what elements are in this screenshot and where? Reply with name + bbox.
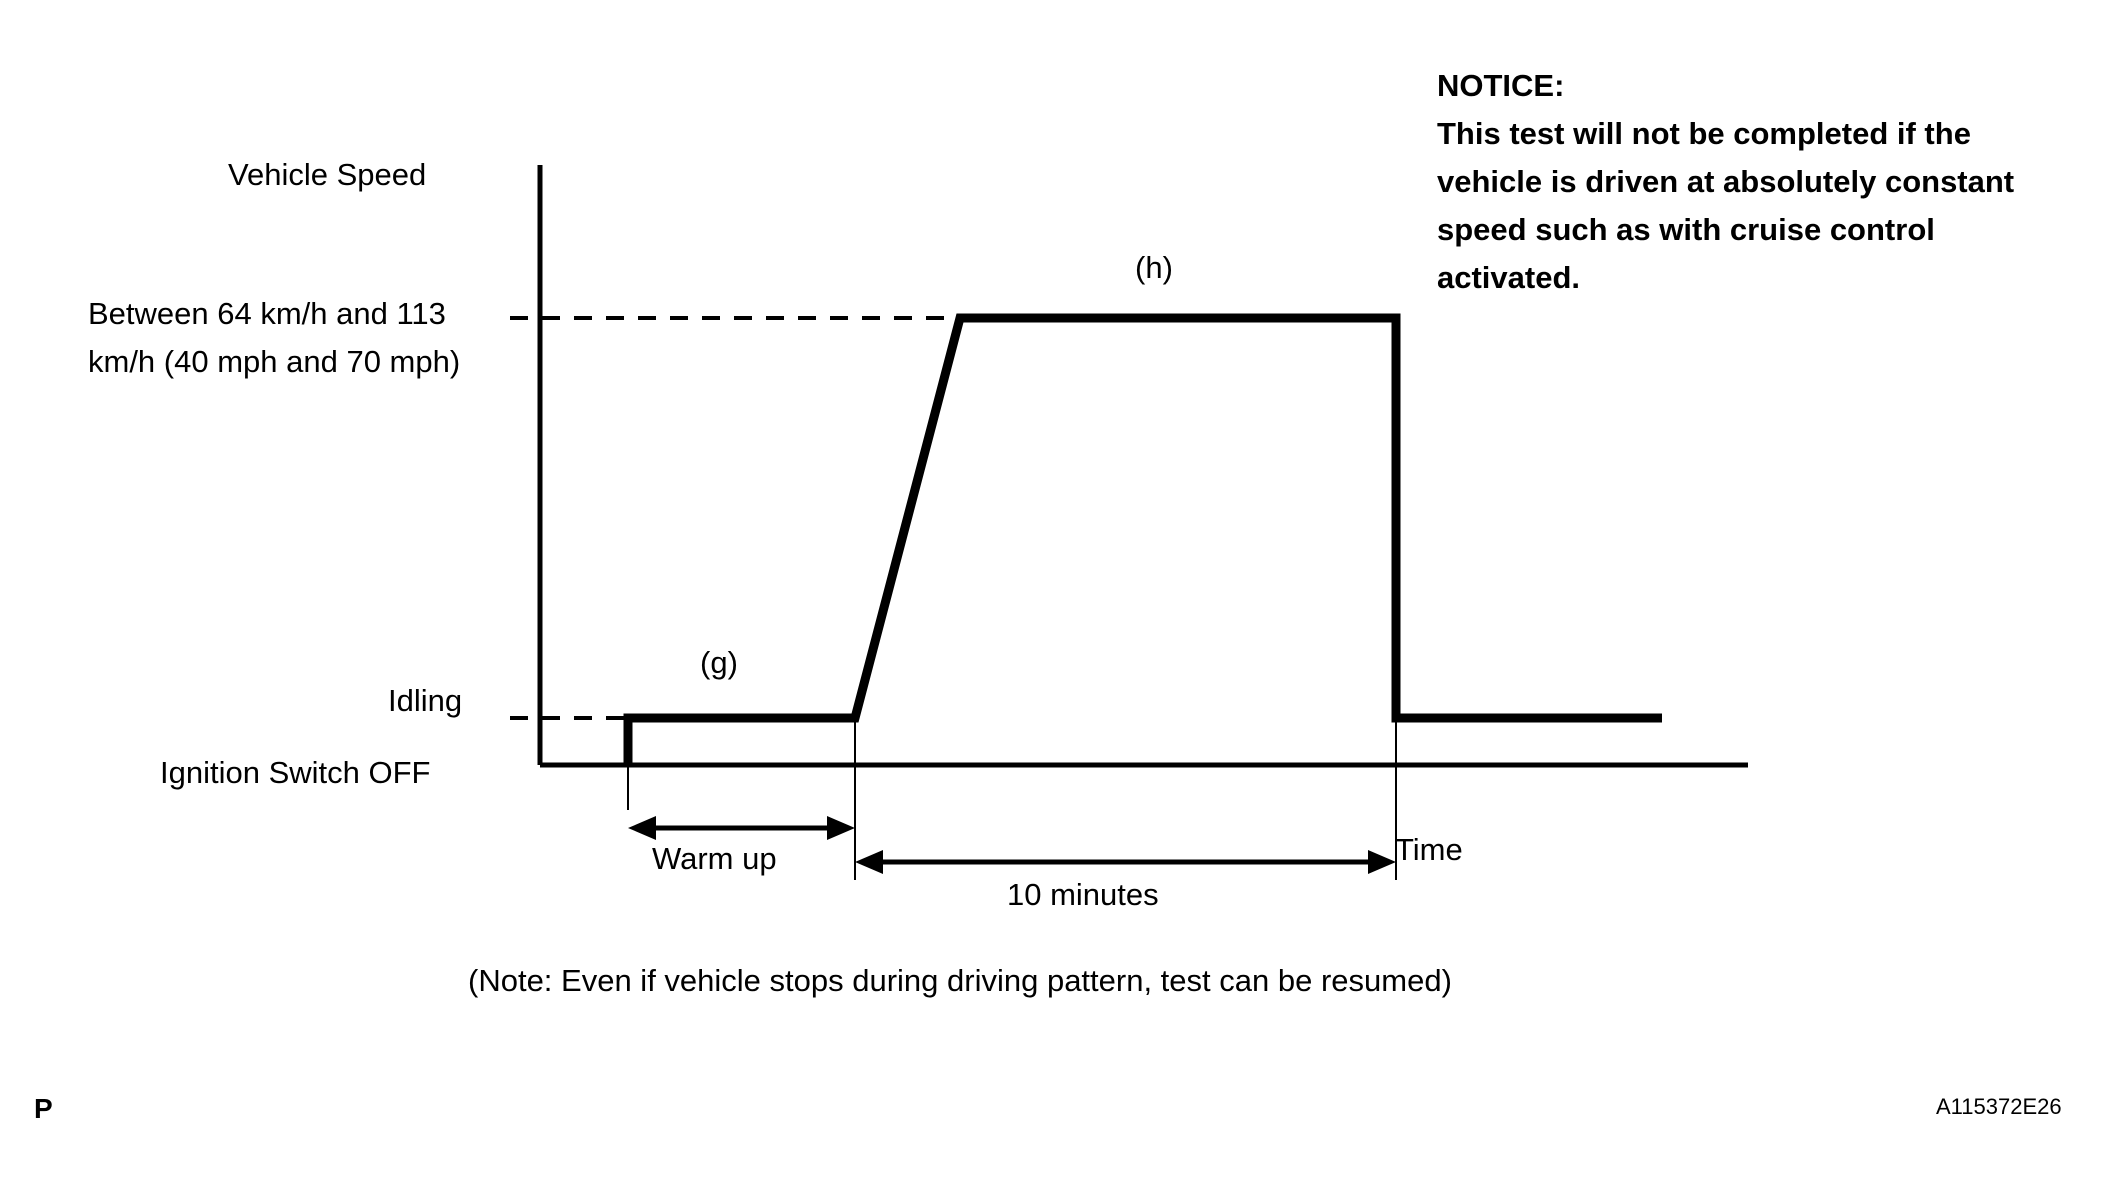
- page-marker: P: [34, 1093, 53, 1124]
- span-label-warm-up: Warm up: [652, 841, 777, 876]
- figure-code: A115372E26: [1936, 1094, 2062, 1119]
- annotation-g: (g): [700, 645, 738, 680]
- annotation-h: (h): [1135, 250, 1173, 285]
- ten-minutes-span-arrow: [855, 850, 1396, 874]
- y-tick-label-idling: Idling: [388, 683, 463, 718]
- figure-note: (Note: Even if vehicle stops during driving pattern, test can be resumed): [468, 963, 1452, 998]
- driving-pattern-line: [628, 318, 1662, 765]
- notice-title: NOTICE:: [1437, 68, 1565, 103]
- y-tick-label-speed-range: Between 64 km/h and 113 km/h (40 mph and 70 mph): [88, 296, 461, 379]
- y-axis-label: Vehicle Speed: [228, 157, 427, 192]
- x-axis-label: Time: [1395, 832, 1463, 867]
- notice-block: [1437, 62, 2077, 302]
- y-tick-label-ignition-off: Ignition Switch OFF: [160, 755, 431, 790]
- notice-body: This test will not be completed if the vehicle is driven at absolutely constant speed such as with cruise control activated.: [1437, 116, 2015, 295]
- span-label-ten-minutes: 10 minutes: [1007, 877, 1159, 912]
